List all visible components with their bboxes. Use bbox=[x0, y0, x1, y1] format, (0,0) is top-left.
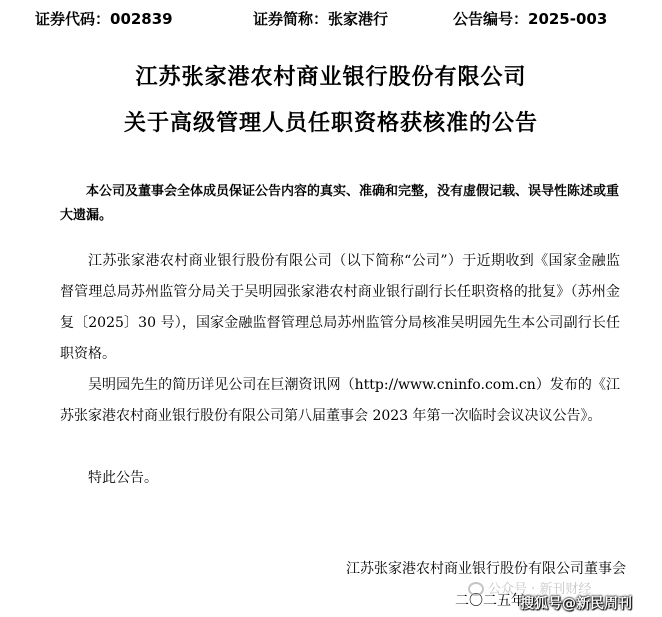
announcement-header bbox=[0, 8, 662, 30]
document-title-subject: 关于高级管理人员任职资格获核准的公告 bbox=[123, 111, 538, 136]
security-short-name: 证券简称：张家港行 bbox=[253, 10, 389, 28]
body-paragraph-closing: 特此公告。 bbox=[88, 470, 158, 486]
signature-organization: 江苏张家港农村商业银行股份有限公司董事会 bbox=[346, 561, 626, 577]
sohu-watermark: 搜狐号@新民周刊 bbox=[520, 596, 632, 612]
wechat-icon bbox=[468, 582, 484, 596]
announcement-number: 公告编号：2025-003 bbox=[453, 10, 608, 28]
signature-date: 二〇二五年 bbox=[455, 593, 525, 609]
document-title-company: 江苏张家港农村商业银行股份有限公司 bbox=[135, 65, 527, 90]
security-code: 证券代码：002839 bbox=[35, 10, 173, 28]
body-paragraph-resume: 吴明园先生的简历详见公司在巨潮资讯网（http://www.cninfo.com.cn）发布的《江苏张家港农村商业银行股份有限公司第八届董事会 2023 年第一次临时会议决议公告》。 bbox=[60, 377, 620, 424]
body-paragraph-approval: 江苏张家港农村商业银行股份有限公司（以下简称“公司”）于近期收到《国家金融监督管理总局苏州监管分局关于吴明园张家港农村商业银行副行长任职资格的批复》（苏州金复〔2025〕30 号），国家金融监督管理总局苏州监管分局核准吴明园先生本公司副行长任职资格。 bbox=[60, 253, 620, 362]
board-statement: 本公司及董事会全体成员保证公告内容的真实、准确和完整，没有虚假记载、误导性陈述或重大遗漏。 bbox=[60, 184, 620, 223]
wechat-watermark-text: 公众号 · 新刊财经 bbox=[488, 582, 592, 597]
